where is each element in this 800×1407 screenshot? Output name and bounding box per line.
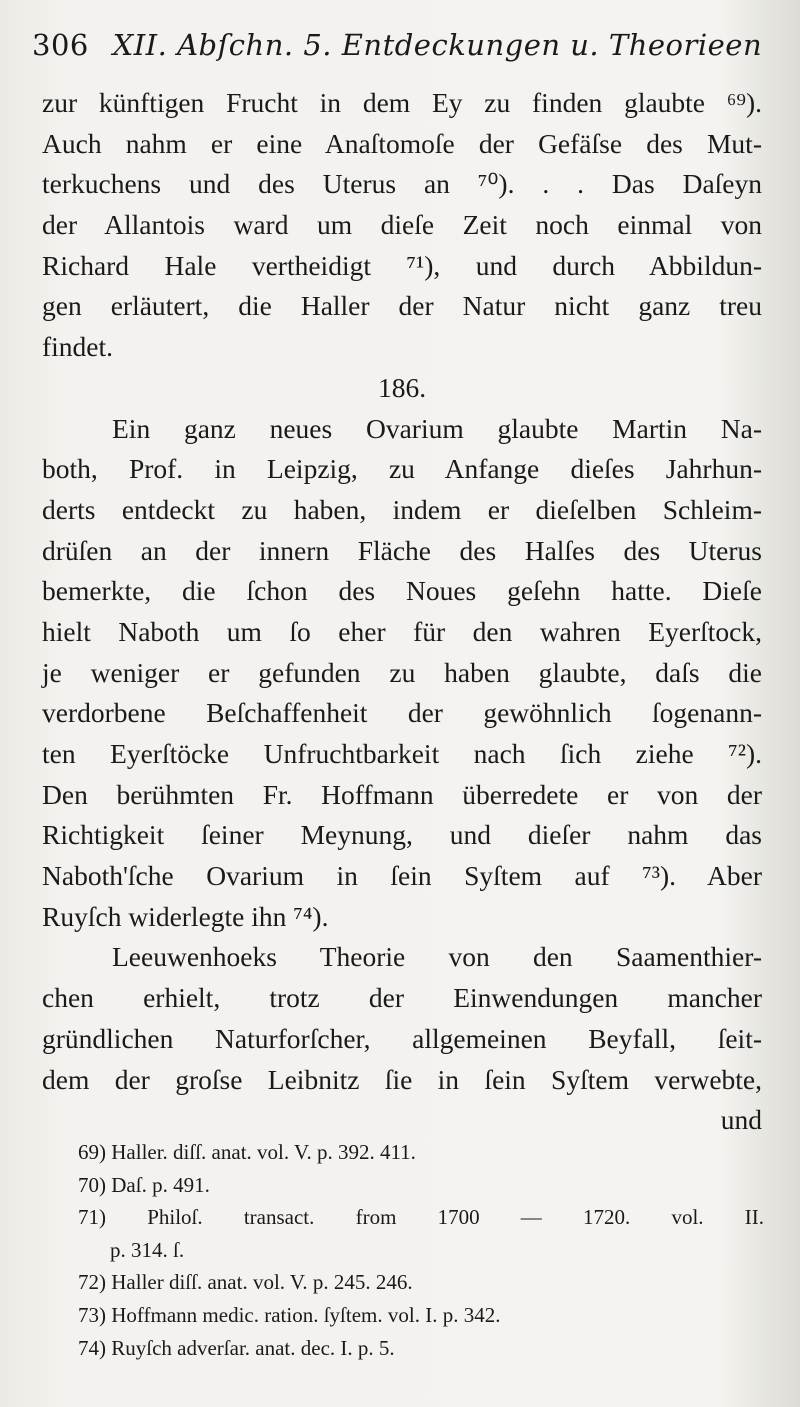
footnotes (78, 1136, 764, 1364)
text-line: terkuchens und des Uterus an ⁷⁰). . . Das Daſeyn (42, 168, 762, 200)
text-line: Richtigkeit ſeiner Meynung, und dieſer nahm das (42, 819, 762, 851)
text-line: bemerkte, die ſchon des Noues geſehn hatte. Dieſe (42, 575, 762, 607)
text-line: hielt Naboth um ſo eher für den wahren Eyerſtock, (42, 615, 762, 647)
text-line: Ruyſch widerlegte ihn ⁷⁴). (42, 900, 329, 932)
text-line: zur künftigen Frucht in dem Ey zu finden glaubte ⁶⁹). (42, 87, 762, 118)
footnote: 73) Hoffmann medic. ration. ſyſtem. vol. I. p. 342. (78, 1302, 501, 1327)
footnote: 72) Haller diſſ. anat. vol. V. p. 245. 246. (78, 1270, 413, 1295)
text-line: dem der groſse Leibnitz ſie in ſein Syſtem verwebte, (42, 1063, 762, 1095)
text-line: Den berühmten Fr. Hoffmann überredete er von der (42, 778, 762, 810)
section-number: 186. (377, 371, 427, 403)
text-line: der Allantois ward um dieſe Zeit noch einmal von (42, 209, 762, 241)
text-line: Richard Hale vertheidigt ⁷¹), und durch Abbildun- (42, 249, 762, 281)
text-line: Naboth'ſche Ovarium in ſein Syſtem auf ⁷³). Aber (42, 860, 762, 892)
page-number: 306 (32, 28, 89, 62)
text-line: verdorbene Beſchaffenheit der gewöhnlich ſogenann- (42, 697, 762, 729)
footnote: 74) Ruyſch adverſar. anat. dec. I. p. 5. (78, 1335, 395, 1360)
text-line: gen erläutert, die Haller der Natur nicht ganz treu (42, 290, 762, 322)
text-line: chen erhielt, trotz der Einwendungen mancher (42, 982, 762, 1014)
text-line: ten Eyerſtöcke Unfruchtbarkeit nach ſich ziehe ⁷²). (42, 738, 762, 769)
text-line: Auch nahm er eine Anaſtomoſe der Gefäſse des Mut- (42, 127, 762, 159)
body-text (42, 83, 762, 1141)
text-line: Leeuwenhoeks Theorie von den Saamenthier- (112, 941, 762, 973)
footnote: 70) Daſ. p. 491. (78, 1172, 210, 1197)
running-title: XII. Abſchn. 5. Entdeckungen u. Theorieen (112, 28, 763, 62)
text-line: Ein ganz neues Ovarium glaubte Martin Na- (112, 412, 762, 444)
footnote: 71) Philoſ. transact. from 1700 — 1720. vol. II. (78, 1205, 764, 1230)
text-line: findet. (42, 331, 114, 363)
text-line: gründlichen Naturforſcher, allgemeinen Beyfall, ſeit- (42, 1022, 762, 1054)
footnote: 69) Haller. diſſ. anat. vol. V. p. 392. 411. (78, 1140, 416, 1164)
footnote: p. 314. ſ. (110, 1237, 185, 1262)
text-line: und (720, 1104, 762, 1136)
text-line: both, Prof. in Leipzig, zu Anfange dieſes Jahrhun- (42, 453, 762, 485)
text-line: drüſen an der innern Fläche des Halſes des Uterus (42, 534, 762, 566)
running-header (32, 28, 772, 62)
text-line: je weniger er gefunden zu haben glaubte, daſs die (42, 656, 762, 688)
text-line: derts entdeckt zu haben, indem er dieſelben Schleim- (42, 493, 762, 525)
